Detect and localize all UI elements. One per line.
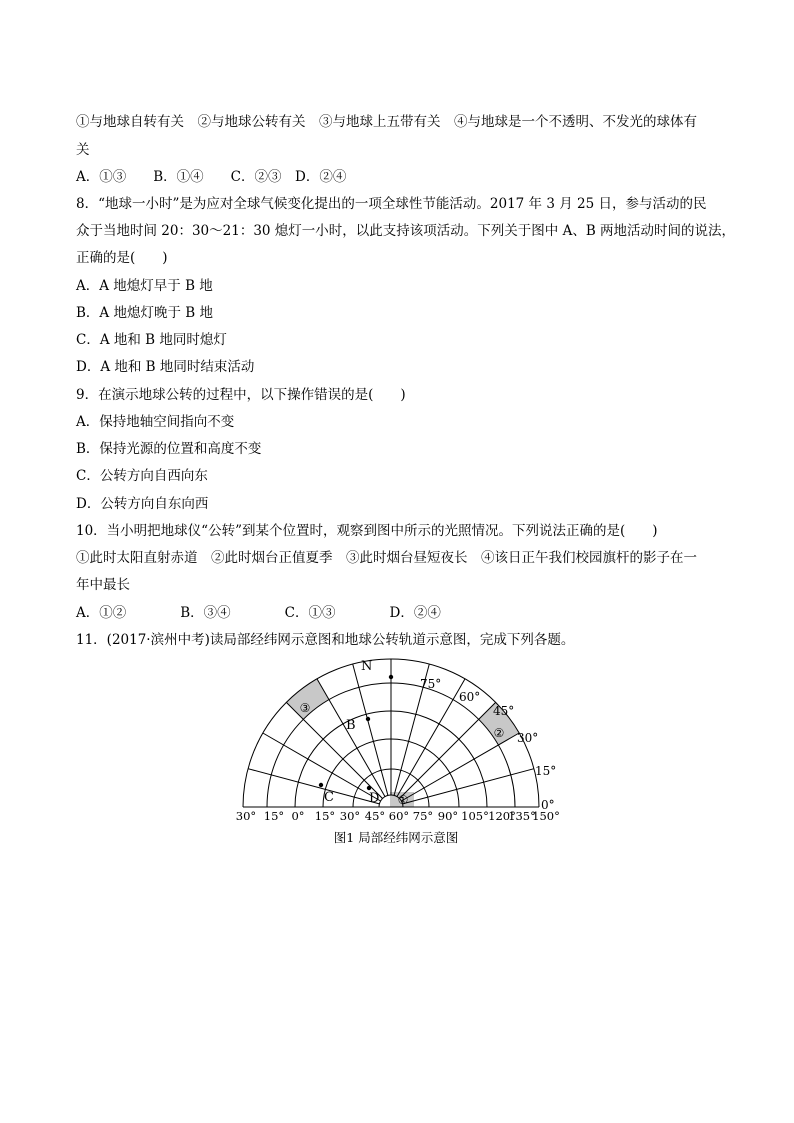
lat-label-0: 0° bbox=[541, 798, 555, 812]
meridian-line-30 bbox=[263, 733, 381, 801]
lon-label-105e: 105° bbox=[461, 809, 489, 823]
q10-statements: ①此时太阳直射赤道 ②此时烟台正值夏季 ③此时烟台昼短夜长 ④该日正午我们校园旗杆的影子在一 bbox=[76, 550, 697, 566]
lon-label-0: 0° bbox=[291, 809, 305, 823]
shaded-areas bbox=[286, 679, 519, 807]
q8-option-b: B．A 地熄灯晚于 B 地 bbox=[76, 305, 213, 321]
longitude-labels bbox=[236, 809, 560, 823]
area-label-1: ① bbox=[397, 793, 409, 807]
q9-option-b: B．保持光源的位置和高度不变 bbox=[76, 441, 262, 457]
q8-option-d: D．A 地和 B 地同时结束活动 bbox=[76, 359, 255, 375]
lon-label-90e: 90° bbox=[437, 809, 459, 823]
point-label-c: C bbox=[324, 790, 334, 805]
lon-label-75e: 75° bbox=[412, 809, 434, 823]
area-label-2: ② bbox=[493, 726, 505, 740]
point-label-b: B bbox=[346, 718, 356, 733]
lon-label-60e: 60° bbox=[388, 809, 410, 823]
lat-label-60: 60° bbox=[459, 690, 481, 704]
lat-label-30: 30° bbox=[517, 731, 539, 745]
meridian-line-150 bbox=[401, 733, 519, 801]
lon-label-30e: 30° bbox=[339, 809, 361, 823]
meridian-line-120 bbox=[397, 679, 465, 797]
meridian-line-135 bbox=[399, 702, 495, 798]
answer-choices-q7: A．①③ B．①④ C．②③ D．②④ bbox=[76, 169, 347, 185]
q8-option-c: C．A 地和 B 地同时熄灯 bbox=[76, 332, 227, 348]
answer-choices-q10: A．①② B．③④ C．①③ D．②④ bbox=[76, 605, 441, 621]
option-statements-q7-cont: 关 bbox=[76, 142, 90, 158]
q10-statements-cont: 年中最长 bbox=[76, 577, 130, 593]
q9-option-d: D．公转方向自东向西 bbox=[76, 496, 209, 512]
question-8-stem-end: 正确的是( ) bbox=[76, 250, 168, 266]
question-11-stem: 11．(2017·滨州中考)读局部经纬网示意图和地球公转轨道示意图，完成下列各题。 bbox=[76, 632, 575, 648]
area-label-3: ③ bbox=[299, 701, 311, 715]
point-d bbox=[367, 786, 371, 790]
lon-label-45e: 45° bbox=[364, 809, 386, 823]
question-8-stem: 8．“地球一小时”是为应对全球气候变化提出的一项全球性节能活动。2017 年 3 月 25 日，参与活动的民 bbox=[76, 196, 707, 212]
option-statements-q7: ①与地球自转有关 ②与地球公转有关 ③与地球上五带有关 ④与地球是一个不透明、不发光的球体有 bbox=[76, 114, 697, 130]
lat-label-45: 45° bbox=[493, 704, 515, 718]
lon-label-15e: 15° bbox=[314, 809, 336, 823]
lon-label-135e: 135° bbox=[508, 809, 536, 823]
lon-label-15w: 15° bbox=[263, 809, 285, 823]
question-9-stem: 9．在演示地球公转的过程中，以下操作错误的是( ) bbox=[76, 387, 406, 403]
meridian-line-45 bbox=[286, 702, 382, 798]
lon-label-120e: 120° bbox=[488, 809, 516, 823]
point-north bbox=[389, 675, 393, 679]
graticule-figure bbox=[226, 655, 566, 850]
lon-label-150e: 150° bbox=[532, 809, 560, 823]
question-8-stem-cont: 众于当地时间 20：30～21：30 熄灯一小时，以此支持该项活动。下列关于图中 A、B 两地活动时间的说法， bbox=[76, 223, 736, 239]
lon-label-30w: 30° bbox=[235, 809, 257, 823]
question-10-stem: 10．当小明把地球仪“公转”到某个位置时，观察到图中所示的光照情况。下列说法正确的是( ) bbox=[76, 523, 658, 539]
lat-label-15: 15° bbox=[535, 764, 557, 778]
north-label: N bbox=[361, 659, 373, 674]
q9-option-c: C．公转方向自西向东 bbox=[76, 468, 208, 484]
figure-caption: 图1 局部经纬网示意图 bbox=[333, 830, 459, 845]
point-b bbox=[366, 717, 370, 721]
point-label-d: D bbox=[369, 791, 380, 806]
lat-label-75: 75° bbox=[420, 677, 442, 691]
point-c bbox=[319, 783, 323, 787]
q8-option-a: A．A 地熄灯早于 B 地 bbox=[76, 278, 213, 294]
meridian-line-60 bbox=[317, 679, 385, 797]
q9-option-a: A．保持地轴空间指向不变 bbox=[76, 414, 235, 430]
